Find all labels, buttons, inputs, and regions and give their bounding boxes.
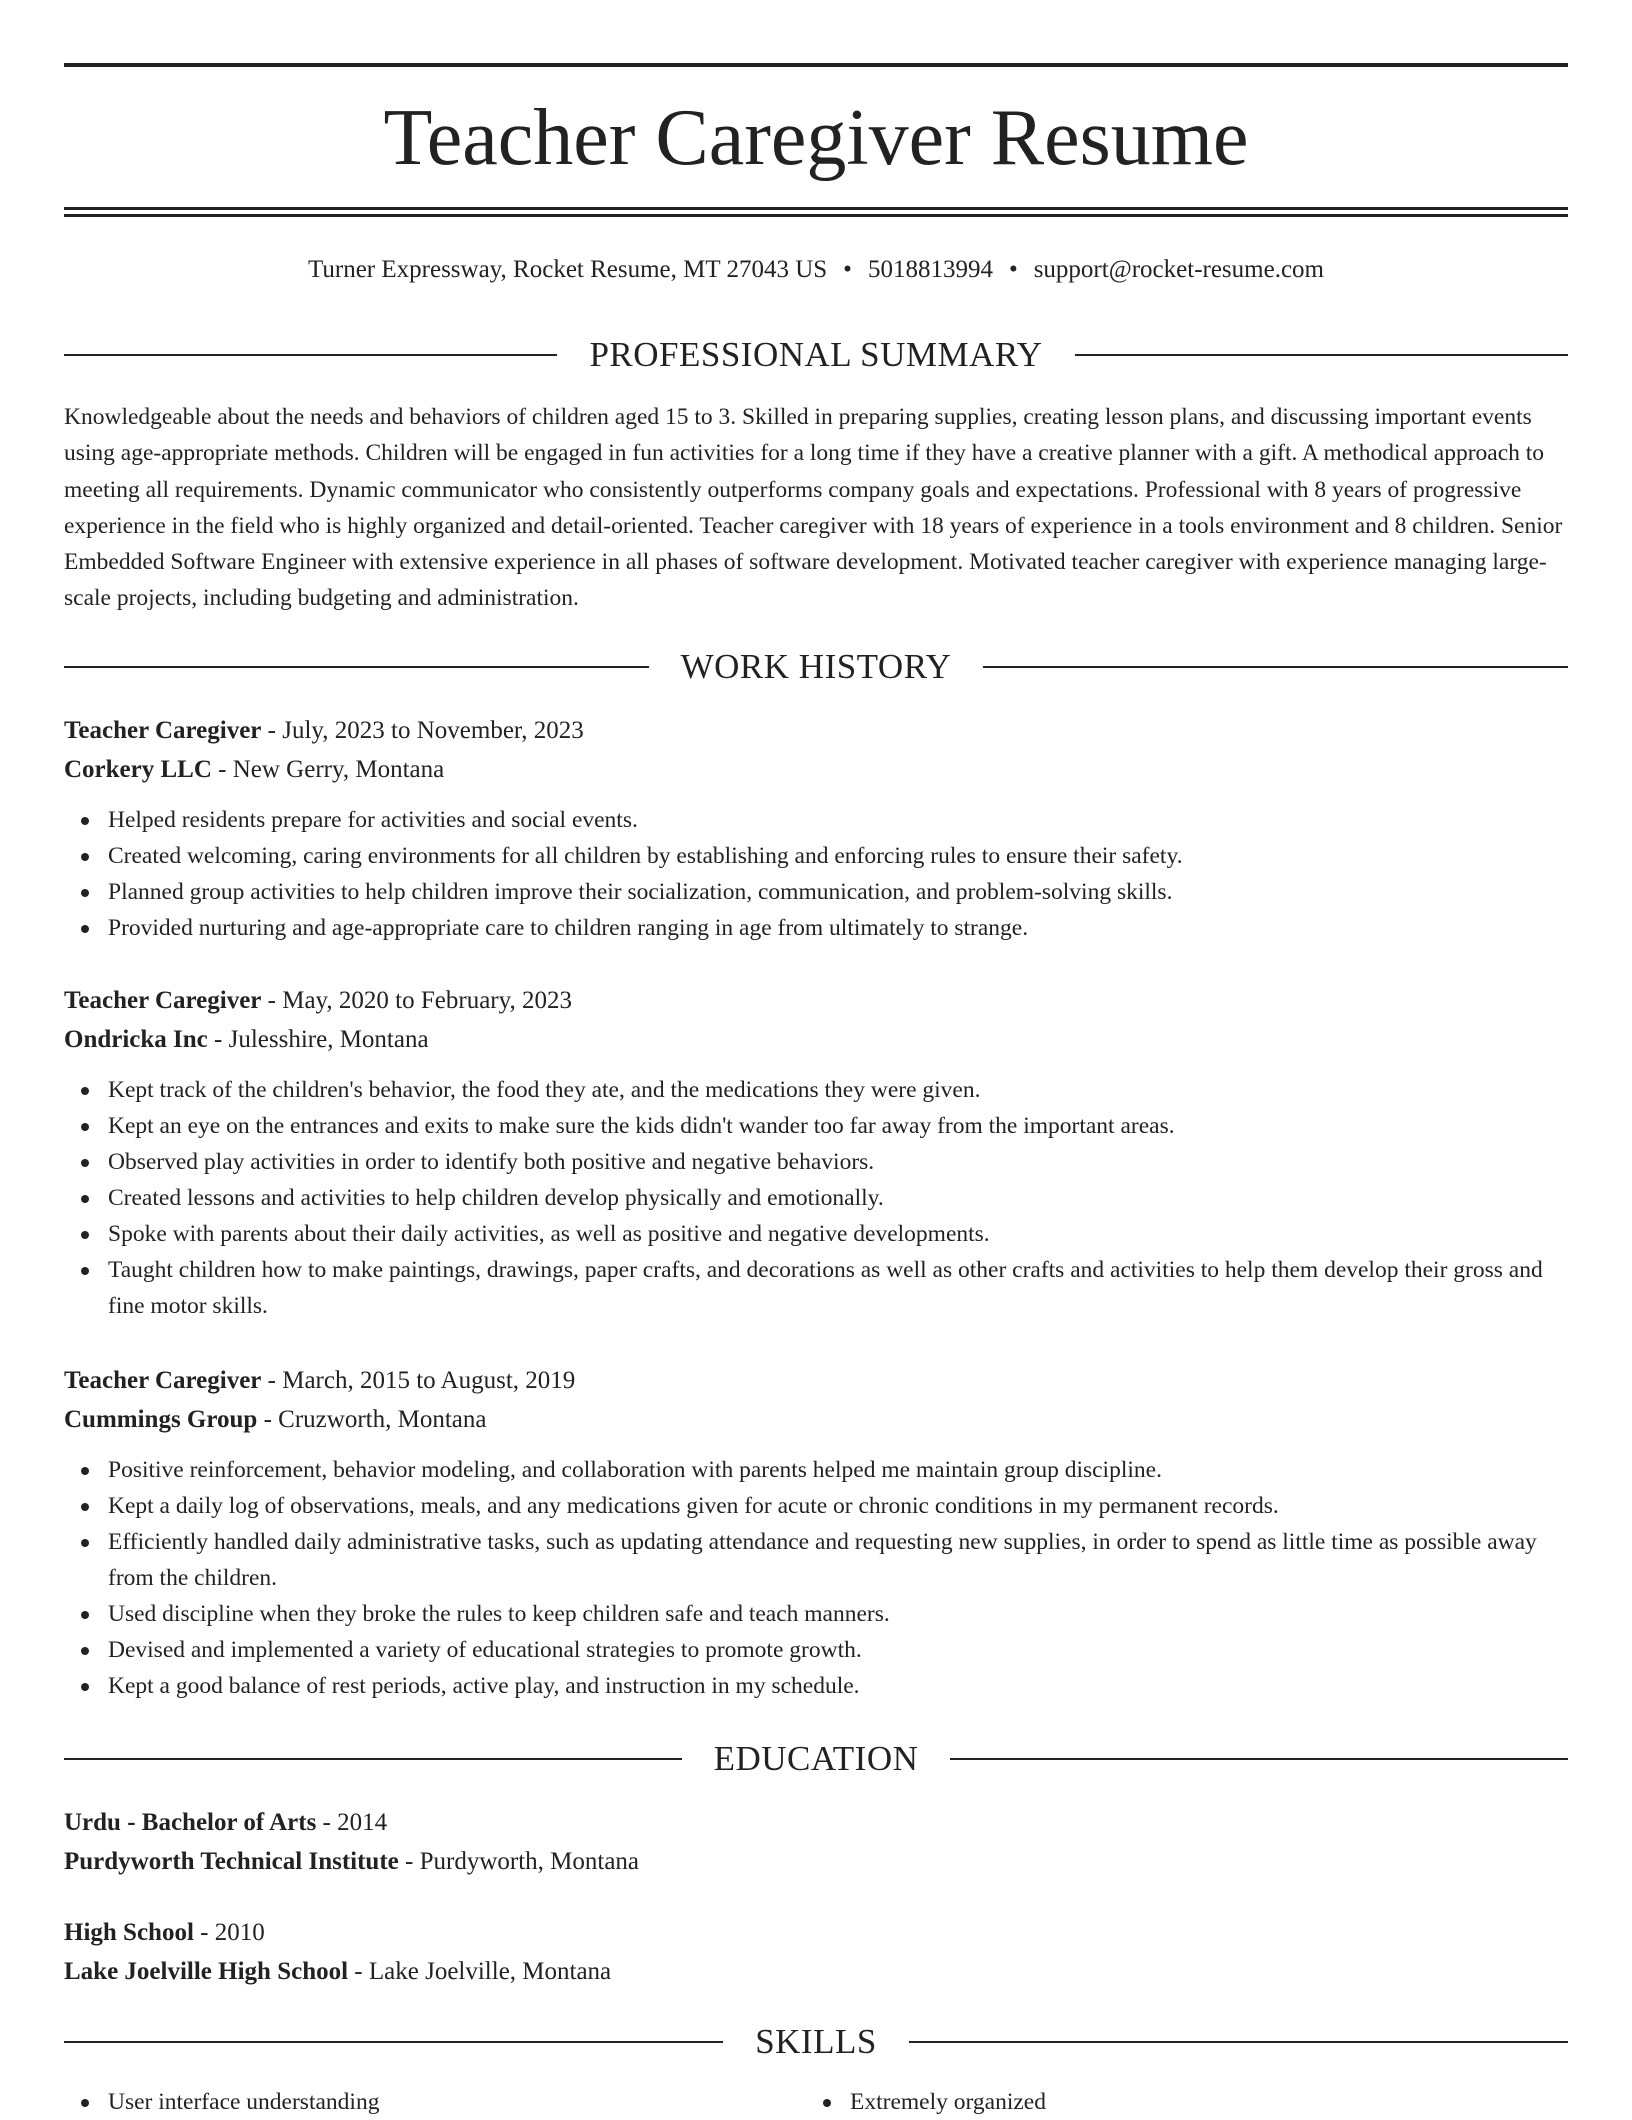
education-degree: High School: [64, 1919, 194, 1946]
section-label: SKILLS: [755, 2022, 877, 2061]
job-title: Teacher Caregiver: [64, 717, 262, 744]
education-degree-line: [64, 1803, 1568, 1842]
job-company: Ondricka Inc: [64, 1026, 208, 1053]
job-location: - Cruzworth, Montana: [257, 1406, 487, 1433]
education-school-line: [64, 1842, 1568, 1881]
job-title: Teacher Caregiver: [64, 987, 262, 1014]
job-entry: [64, 1361, 1568, 1704]
contact-line: [64, 252, 1568, 288]
section-rule: [64, 354, 557, 356]
job-dates: - July, 2023 to November, 2023: [261, 717, 584, 744]
education-location: - Lake Joelville, Montana: [348, 1958, 612, 1985]
job-bullet: Observed play activities in order to identify both positive and negative behaviors.: [64, 1144, 1568, 1180]
skills-column-right: [806, 2084, 1548, 2120]
job-bullets: [64, 802, 1568, 946]
section-rule: [909, 2041, 1568, 2043]
section-rule: [1075, 354, 1568, 356]
job-bullets: [64, 1072, 1568, 1324]
skills-list: [64, 2084, 1568, 2120]
job-location: - New Gerry, Montana: [211, 756, 445, 783]
education-entry: [64, 1913, 1568, 1991]
contact-separator: •: [843, 256, 852, 283]
section-label: EDUCATION: [713, 1739, 919, 1778]
job-location: - Julesshire, Montana: [207, 1026, 429, 1053]
section-rule: [64, 666, 649, 668]
education-degree-line: [64, 1913, 1568, 1952]
education-degree: Urdu - Bachelor of Arts: [64, 1809, 317, 1836]
job-bullet: Positive reinforcement, behavior modeling, and collaboration with parents helped me maintain group discipline.: [64, 1452, 1568, 1488]
job-company: Corkery LLC: [64, 756, 212, 783]
section-rule: [950, 1758, 1568, 1760]
job-bullet: Created lessons and activities to help children develop physically and emotionally.: [64, 1180, 1568, 1216]
job-company-line: [64, 1020, 1568, 1059]
job-entry: [64, 981, 1568, 1324]
section-rule: [64, 1758, 682, 1760]
education-year: - 2014: [316, 1809, 388, 1836]
job-bullet: Efficiently handled daily administrative tasks, such as updating attendance and requesting new supplies, in order to spend as little time as possible away from the children.: [64, 1524, 1568, 1596]
education-year: - 2010: [193, 1919, 265, 1946]
skill-item: Extremely organized: [806, 2084, 1548, 2120]
education-entry: [64, 1803, 1568, 1881]
contact-address: Turner Expressway, Rocket Resume, MT 27043 US: [307, 256, 828, 283]
section-heading-work: [64, 645, 1568, 689]
education-school: Lake Joelville High School: [64, 1958, 349, 1985]
job-bullet: Helped residents prepare for activities and social events.: [64, 802, 1568, 838]
summary-block: [64, 399, 1568, 617]
job-company: Cummings Group: [64, 1406, 258, 1433]
section-heading-education: [64, 1737, 1568, 1781]
header-top-rule: [64, 63, 1568, 67]
job-bullet: Devised and implemented a variety of educational strategies to promote growth.: [64, 1632, 1568, 1668]
header-double-rule: [64, 207, 1568, 217]
job-bullet: Planned group activities to help children improve their socialization, communication, and problem-solving skills.: [64, 874, 1568, 910]
job-title-line: [64, 711, 1568, 750]
education-school: Purdyworth Technical Institute: [64, 1848, 399, 1875]
contact-email: support@rocket-resume.com: [1033, 256, 1324, 283]
skill-item: User interface understanding: [64, 2084, 806, 2120]
section-rule: [983, 666, 1568, 668]
job-title-line: [64, 1361, 1568, 1400]
job-entry: [64, 711, 1568, 946]
job-title-line: [64, 981, 1568, 1020]
job-bullet: Kept track of the children's behavior, the food they ate, and the medications they were given.: [64, 1072, 1568, 1108]
resume-title: Teacher Caregiver Resume: [383, 94, 1249, 182]
contact-separator: •: [1008, 256, 1018, 283]
job-bullet: Created welcoming, caring environments for all children by establishing and enforcing rules to ensure their safety.: [64, 838, 1568, 874]
contact-phone: 5018813994: [867, 256, 993, 283]
section-label: WORK HISTORY: [680, 647, 952, 686]
section-heading-skills: [64, 2020, 1568, 2064]
job-bullet: Kept a good balance of rest periods, active play, and instruction in my schedule.: [64, 1668, 1568, 1704]
summary-text: Knowledgeable about the needs and behaviors of children aged 15 to 3. Skilled in preparing supplies, creating lesson plans, and discussing important events using age-appropriate methods. Children will be engaged in fun activities for a long time if they have a creative planner with a gift. A methodical approach to meeting all requirements. Dynamic communicator who consistently outperforms company goals and expectations. Professional with 8 years of progressive experience in the field who is highly organized and detail-oriented. Teacher caregiver with 18 years of experience in a tools environment and 8 children. Senior Embedded Software Engineer with extensive experience in all phases of software development. Motivated teacher caregiver with experience managing large-scale projects, including budgeting and administration.: [64, 404, 1563, 612]
section-heading-summary: [64, 333, 1568, 377]
section-rule: [64, 2041, 723, 2043]
job-bullet: Used discipline when they broke the rules to keep children safe and teach manners.: [64, 1596, 1568, 1632]
section-label: PROFESSIONAL SUMMARY: [589, 335, 1043, 374]
job-bullet: Kept an eye on the entrances and exits to make sure the kids didn't wander too far away from the important areas.: [64, 1108, 1568, 1144]
education-location: - Purdyworth, Montana: [398, 1848, 640, 1875]
job-bullet: Spoke with parents about their daily activities, as well as positive and negative developments.: [64, 1216, 1568, 1252]
job-dates: - May, 2020 to February, 2023: [261, 987, 573, 1014]
education-school-line: [64, 1952, 1568, 1991]
job-bullet: Taught children how to make paintings, drawings, paper crafts, and decorations as well as other crafts and activities to help them develop their gross and fine motor skills.: [64, 1252, 1568, 1324]
job-company-line: [64, 750, 1568, 789]
job-bullet: Provided nurturing and age-appropriate care to children ranging in age from ultimately to strange.: [64, 910, 1568, 946]
job-title: Teacher Caregiver: [64, 1367, 262, 1394]
job-company-line: [64, 1400, 1568, 1439]
skills-column-left: [64, 2084, 806, 2120]
job-dates: - March, 2015 to August, 2019: [261, 1367, 576, 1394]
job-bullets: [64, 1452, 1568, 1704]
job-bullet: Kept a daily log of observations, meals, and any medications given for acute or chronic conditions in my permanent records.: [64, 1488, 1568, 1524]
